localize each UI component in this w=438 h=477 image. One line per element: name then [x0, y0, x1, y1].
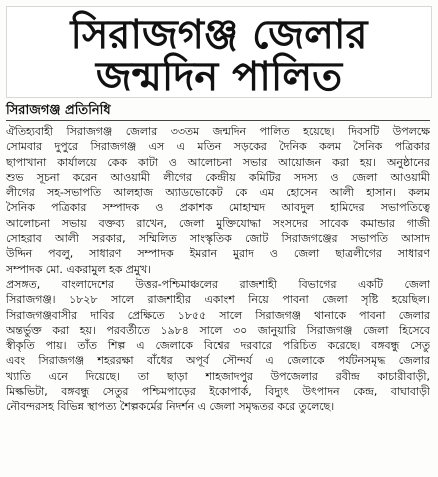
paragraph-2-line: প্রসঙ্গত, বাংলাদেশের উত্তর-পশ্চিমাঞ্চলের রাজশাহী বিভাগের একটি জেলা: [6, 277, 430, 291]
paragraph-1-line: আলোচনা সভায় বক্তব্য রাখেন, জেলা মুক্তিযোদ্ধা সংসদের সাবেক কমান্ডার গাজী: [6, 216, 430, 230]
paragraph-2-line: মিল্কভিটা, বঙ্গবন্ধু সেতুর পশ্চিমপাড়ের ইকোপার্ক, বিদ্যুৎ উৎপাদন কেন্দ্র, বাঘাবাড়ী: [6, 385, 430, 399]
paragraph-1-line: ছাপাখানা কার্যালয়ে কেক কাটা ও আলোচনা সভার আয়োজন করা হয়। অনুষ্ঠানের: [6, 155, 430, 169]
byline-divider: [6, 120, 430, 121]
paragraph-2-line: নৌবন্দরসহ বিভিন্ন স্থাপত্য শৈল্পকর্মের নিদর্শন এ জেলা সমৃদ্ধতর করে তুলেছে।: [6, 400, 335, 414]
headline-line-2: জন্মদিন পালিত: [95, 53, 343, 100]
byline: সিরাজগঞ্জ প্রতিনিধি: [6, 103, 111, 118]
paragraph-1-line: শুভ সূচনা করেন আওয়ামী লীগের কেন্দ্রীয় কমিটির সদস্য ও জেলা আওয়ামী: [6, 170, 430, 184]
paragraph-2-line: অন্তর্ভুক্ত করা হয়। পরবর্তীতে ১৯৮৪ সালে ৩০ জানুয়ারি সিরাজগঞ্জ জেলা হিসেবে: [6, 323, 430, 337]
paragraph-2-line: খ্যাতি এনে দিয়েছে। তা ছাড়া শাহজাদপুর উপজেলার রবীন্দ্র কাচারীবাড়ী,: [6, 369, 430, 383]
article-body: [6, 124, 430, 415]
paragraph-1-line: উদ্দিন পবলু, সাধারণ সম্পাদক ইমরান মুরাদ ও জেলা ছাত্রলীগের সাধারণ: [6, 247, 430, 261]
paragraph-2-line: এবং সিরাজগঞ্জ শহররক্ষা বাঁধের অপূর্ব সৌন্দর্য এ জেলাকে পর্যটনসমৃদ্ধ জেলার: [6, 354, 430, 368]
headline-box: [6, 6, 432, 98]
paragraph-1-line: লীগের সহ-সভাপতি আলহাজ অ্যাডভোকেট কে এম হোসেন আলী হাসান। কলম: [6, 186, 430, 200]
paragraph-1-line: ঐতিহ্যবাহী সিরাজগঞ্জ জেলার ৩৩তম জন্মদিন পালিত হয়েছে। দিবসটি উপলক্ষে: [6, 125, 430, 138]
paragraph-2-line: স্বীকৃতি পায়। তাঁত শিল্প এ জেলাকে বিশ্বের দরবারে পরিচিত করেছে। বঙ্গবন্ধু সেতু: [6, 339, 430, 353]
paragraph-1-line: সোমবার দুপুরে সিরাজগঞ্জ এস এ মতিন সড়কের দৈনিক কলম সৈনিক পত্রিকার: [6, 140, 430, 154]
paragraph-2-line: সিরাজগঞ্জবাসীর দাবির প্রেক্ষিতে ১৮৫৫ সালে সিরাজগঞ্জ থানাকে পাবনা জেলার: [6, 308, 430, 322]
paragraph-1-line: সৈনিক পত্রিকার সম্পাদক ও প্রকাশক মোহাম্মদ আবদুল হামিদের সভাপতিত্বে: [6, 201, 430, 215]
paragraph-2-line: সিরাজগঞ্জ। ১৮২৮ সালে রাজশাহীর একাংশ নিয়ে পাবনা জেলা সৃষ্টি হয়েছিল।: [6, 293, 430, 307]
headline-line-1: সিরাজগঞ্জ জেলার: [70, 11, 368, 58]
paragraph-1-line: সম্পাদক মো. একরামুল হক প্রমুখ।: [6, 262, 152, 276]
paragraph-1-line: সোহরাব আলী সরকার, সম্মিলিত সাংস্কৃতিক জোট সিরাজগঞ্জের সভাপতি আসাদ: [6, 232, 430, 246]
